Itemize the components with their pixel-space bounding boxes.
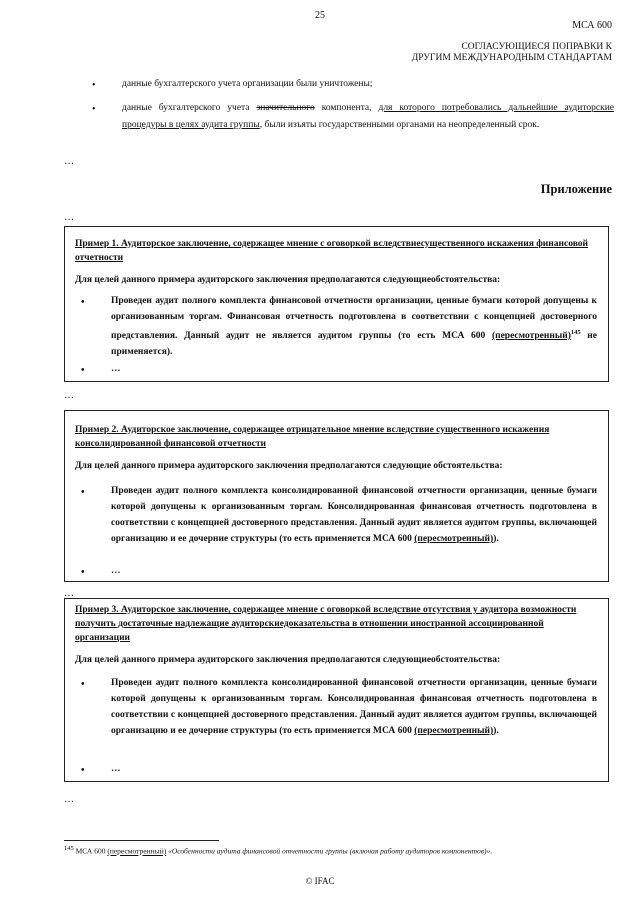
example-3-bullet-2: … (111, 764, 121, 774)
bullet-marker: • (81, 567, 85, 578)
ellipsis: … (64, 588, 75, 599)
example-2-box (64, 410, 609, 582)
text-run: Проведен аудит полного комплекта финансовой отчетности организации, ценные бумаги которой допущены к организованным торгам. Финансовая отчетность подготовлена в соответствии с концепцией достоверного представления. Данный аудит не является аудитом группы (то есть МСА 600 (111, 296, 597, 342)
footnote (64, 845, 624, 856)
example-2-bullet-2: … (111, 566, 121, 576)
intro-bullet-1: данные бухгалтерского учета организации были уничтожены; (122, 79, 373, 89)
bullet-marker: • (81, 487, 85, 498)
example-2-title: Пример 2. Аудиторское заключение, содержащее отрицательное мнение вследствие существенного искажения консолидированной финансовой отчетности (75, 425, 550, 449)
text-run: не применяется). (111, 331, 597, 358)
bullet-marker: • (81, 297, 85, 308)
example-1-title: Пример 1. Аудиторское заключение, содержащее мнение с оговоркой вследствиесущественного искажения финансовой отчетности (75, 239, 588, 263)
ellipsis: … (64, 794, 75, 805)
text-run: ). (493, 726, 499, 736)
text-run: МСА 600 (73, 846, 108, 856)
header-subtitle-line1: СОГЛАСУЮЩИЕСЯ ПОПРАВКИ К (461, 42, 612, 52)
example-3-title: Пример 3. Аудиторское заключение, содержащее мнение с оговоркой вследствие отсутствия у аудитора возможности получить достаточные надлежащие аудиторскиедоказательства в отношении иностранной ассоциированной организации (75, 605, 577, 643)
bullet-marker: • (92, 80, 96, 91)
inserted-text: (пересмотренный) (414, 534, 494, 544)
example-2-intro: Для целей данного примера аудиторского заключения предполагаются следующие обстоятельства: (75, 461, 503, 471)
footnote-separator (64, 840, 219, 841)
page-number: 25 (315, 10, 325, 21)
text-run: , были изъяты государственными органами на неопределенный срок. (259, 120, 540, 130)
text-run: компонента, (314, 103, 379, 113)
example-2-bullet-1 (111, 483, 597, 547)
bullet-marker: • (81, 365, 85, 376)
inserted-text: (пересмотренный) (414, 726, 494, 736)
example-3-bullet-1 (111, 675, 597, 739)
bullet-marker: • (81, 765, 85, 776)
header-subtitle-line2: ДРУГИМ МЕЖДУНАРОДНЫМ СТАНДАРТАМ (411, 53, 612, 63)
text-run: данные бухгалтерского учета (122, 103, 257, 113)
text-run: Проведен аудит полного комплекта консолидированной финансовой отчетности организации, ценные бумаги которой допущены к организованным торгам. Консолидированная финансовая отчетность подготовлена в соответствии с концепцией достоверного представления. Данный аудит является аудитом группы, включающей организацию и ее дочерние структуры (то есть применяется МСА 600 (111, 486, 597, 544)
copyright: © IFAC (305, 876, 335, 886)
ellipsis: … (64, 156, 75, 167)
ellipsis: … (64, 390, 75, 401)
bullet-marker: • (81, 679, 85, 690)
inserted-text: (пересмотренный) (107, 846, 167, 856)
example-3-intro: Для целей данного примера аудиторского заключения предполагаются следующиеобстоятельства: (75, 655, 501, 665)
standard-code: МСА 600 (572, 20, 612, 31)
example-3-box (64, 598, 609, 782)
example-1-bullet-1 (111, 293, 597, 360)
example-1-bullet-2: … (111, 364, 121, 374)
strikethrough-text: значительного (256, 103, 315, 113)
footnote-title: «Особенности аудита финансовой отчетности группы (включая работу аудиторов компонентов)». (166, 846, 493, 856)
bullet-marker: • (92, 104, 96, 115)
footnote-reference: 145 (570, 329, 581, 336)
intro-bullet-2 (122, 100, 614, 134)
header-subtitle (352, 42, 612, 64)
inserted-text: (пересмотренный) (491, 331, 571, 342)
ellipsis: … (64, 212, 75, 223)
text-run: ). (493, 534, 499, 544)
footnote-number: 145 (64, 845, 74, 852)
inserted-text: для которого потребовались дальнейшие аудиторские процедуры в целях аудита группы (122, 103, 614, 130)
appendix-title: Приложение (540, 182, 612, 196)
text-run: Проведен аудит полного комплекта консолидированной финансовой отчетности организации, ценные бумаги которой допущены к организованным торгам. Консолидированная финансовая отчетность подготовлена в соответствии с концепцией достоверного представления. Данный аудит является аудитом группы, включающей организацию и ее дочерние структуры (то есть применяется МСА 600 (111, 678, 597, 736)
example-1-intro: Для целей данного примера аудиторского заключения предполагаются следующиеобстоятельства: (75, 275, 501, 285)
example-1-box (64, 226, 609, 382)
